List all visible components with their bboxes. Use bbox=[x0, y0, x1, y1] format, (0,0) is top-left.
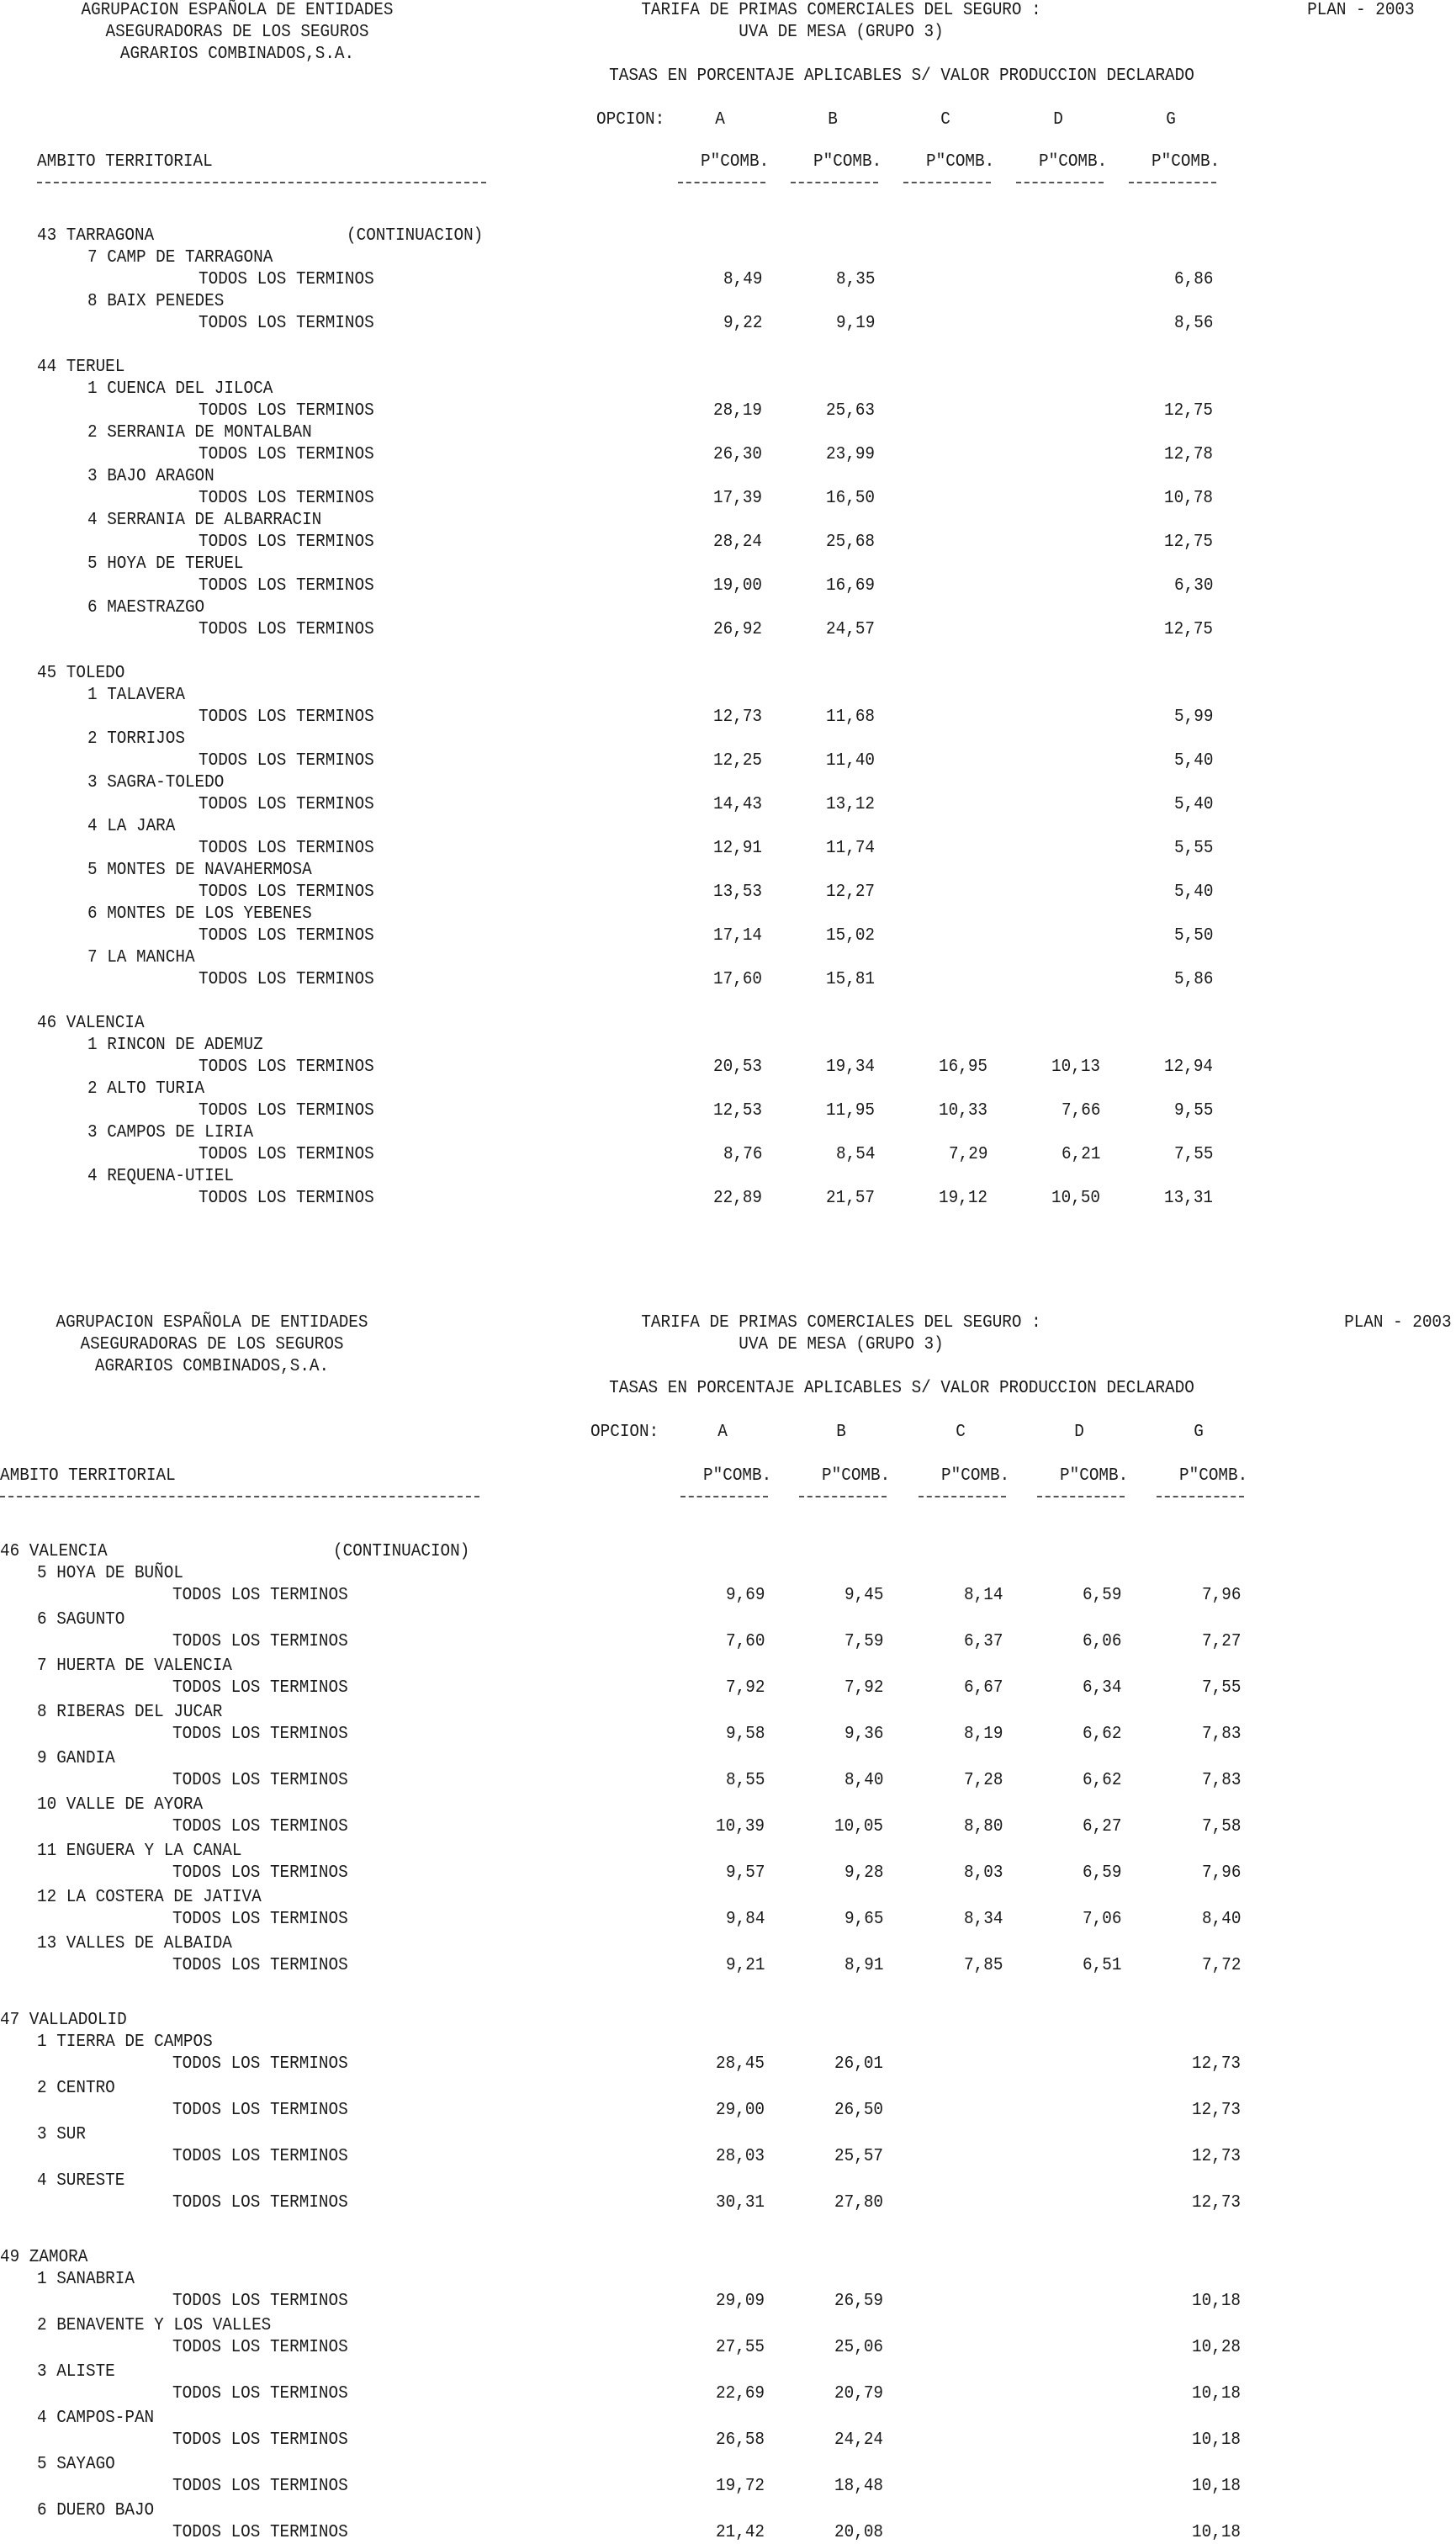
rate-value-b: 13,12 bbox=[826, 795, 875, 814]
rate-value-a: 20,53 bbox=[713, 1057, 762, 1077]
comarca-name: 4 REQUENA-UTIEL bbox=[87, 1167, 234, 1186]
term-label: TODOS LOS TERMINOS bbox=[172, 2193, 348, 2213]
term-label: TODOS LOS TERMINOS bbox=[172, 1632, 348, 1651]
term-label: TODOS LOS TERMINOS bbox=[172, 2101, 348, 2120]
option-letter: B bbox=[836, 1423, 846, 1442]
rate-value-d: 6,62 bbox=[1082, 1771, 1121, 1790]
ambito-territorial-header: AMBITO TERRITORIAL bbox=[37, 152, 213, 172]
comarca-name: 5 HOYA DE BUÑOL bbox=[37, 1564, 183, 1583]
rate-value-b: 7,59 bbox=[844, 1632, 883, 1651]
comarca-name: 7 CAMP DE TARRAGONA bbox=[87, 248, 273, 268]
rate-value-d: 6,59 bbox=[1082, 1863, 1121, 1883]
term-label: TODOS LOS TERMINOS bbox=[199, 1101, 374, 1121]
option-letter: D bbox=[1053, 110, 1063, 130]
term-label: TODOS LOS TERMINOS bbox=[199, 795, 374, 814]
column-underline bbox=[903, 182, 991, 183]
rate-value-a: 27,55 bbox=[716, 2338, 765, 2357]
rate-value-c: 8,14 bbox=[963, 1586, 1003, 1605]
rate-value-a: 12,25 bbox=[713, 751, 762, 771]
rate-value-a: 9,58 bbox=[725, 1725, 765, 1744]
rate-value-c: 6,37 bbox=[963, 1632, 1003, 1651]
rate-value-b: 16,69 bbox=[826, 576, 875, 596]
rate-value-d: 6,34 bbox=[1082, 1678, 1121, 1698]
comarca-name: 7 LA MANCHA bbox=[87, 948, 195, 967]
rate-value-b: 20,79 bbox=[834, 2384, 883, 2404]
rate-value-a: 17,60 bbox=[713, 970, 762, 989]
rate-value-a: 26,58 bbox=[716, 2430, 765, 2450]
option-letter: G bbox=[1194, 1423, 1204, 1442]
rate-value-c: 16,95 bbox=[939, 1057, 987, 1077]
rate-value-g: 7,55 bbox=[1201, 1678, 1241, 1698]
term-label: TODOS LOS TERMINOS bbox=[172, 2430, 348, 2450]
rate-value-b: 8,35 bbox=[835, 270, 875, 289]
column-underline bbox=[1016, 182, 1104, 183]
rates-note: TASAS EN PORCENTAJE APLICABLES S/ VALOR PRODUCCION DECLARADO bbox=[609, 1379, 1194, 1398]
rate-value-g: 5,40 bbox=[1173, 882, 1213, 902]
rate-value-b: 11,95 bbox=[826, 1101, 875, 1121]
term-label: TODOS LOS TERMINOS bbox=[172, 1771, 348, 1790]
rate-value-a: 26,30 bbox=[713, 445, 762, 464]
ambito-underline bbox=[37, 182, 486, 183]
option-letter: B bbox=[828, 110, 838, 130]
option-letter: A bbox=[715, 110, 725, 130]
rate-value-b: 25,06 bbox=[834, 2338, 883, 2357]
rate-value-a: 29,00 bbox=[716, 2101, 765, 2120]
comarca-name: 3 SUR bbox=[37, 2125, 86, 2144]
rate-value-b: 16,50 bbox=[826, 489, 875, 508]
rate-value-g: 7,58 bbox=[1201, 1817, 1241, 1836]
term-label: TODOS LOS TERMINOS bbox=[172, 1863, 348, 1883]
org-name-line: AGRARIOS COMBINADOS,S.A. bbox=[119, 45, 355, 64]
rate-value-g: 12,73 bbox=[1192, 2193, 1241, 2213]
term-label: TODOS LOS TERMINOS bbox=[199, 1145, 374, 1164]
rate-value-g: 12,75 bbox=[1164, 533, 1213, 552]
comarca-name: 2 ALTO TURIA bbox=[87, 1079, 205, 1099]
rate-value-g: 10,78 bbox=[1164, 489, 1213, 508]
rate-value-b: 26,50 bbox=[834, 2101, 883, 2120]
rate-value-b: 21,57 bbox=[826, 1189, 875, 1208]
rate-value-c: 7,29 bbox=[948, 1145, 987, 1164]
term-label: TODOS LOS TERMINOS bbox=[199, 882, 374, 902]
rate-value-b: 8,40 bbox=[844, 1771, 883, 1790]
province-name: 49 ZAMORA bbox=[0, 2248, 88, 2267]
rate-value-g: 5,40 bbox=[1173, 751, 1213, 771]
rate-value-g: 10,28 bbox=[1192, 2338, 1241, 2357]
term-label: TODOS LOS TERMINOS bbox=[172, 1910, 348, 1929]
rate-value-g: 7,72 bbox=[1201, 1956, 1241, 1975]
tariff-subtitle: UVA DE MESA (GRUPO 3) bbox=[739, 23, 944, 42]
term-label: TODOS LOS TERMINOS bbox=[199, 708, 374, 727]
province-name: 46 VALENCIA bbox=[37, 1014, 145, 1033]
comarca-name: 2 TORRIJOS bbox=[87, 729, 185, 749]
rate-value-b: 9,65 bbox=[844, 1910, 883, 1929]
rate-value-g: 7,96 bbox=[1201, 1863, 1241, 1883]
rate-value-g: 8,56 bbox=[1173, 314, 1213, 333]
rate-value-a: 8,76 bbox=[723, 1145, 762, 1164]
rate-value-b: 7,92 bbox=[844, 1678, 883, 1698]
rate-value-a: 12,73 bbox=[713, 708, 762, 727]
rate-value-d: 6,59 bbox=[1082, 1586, 1121, 1605]
comarca-name: 6 MAESTRAZGO bbox=[87, 598, 205, 617]
term-label: TODOS LOS TERMINOS bbox=[172, 1956, 348, 1975]
rate-value-d: 7,06 bbox=[1082, 1910, 1121, 1929]
rate-value-b: 18,48 bbox=[834, 2477, 883, 2496]
rate-value-d: 6,51 bbox=[1082, 1956, 1121, 1975]
rate-value-a: 10,39 bbox=[716, 1817, 765, 1836]
rate-value-g: 5,40 bbox=[1173, 795, 1213, 814]
term-label: TODOS LOS TERMINOS bbox=[172, 2523, 348, 2542]
rate-value-b: 20,08 bbox=[834, 2523, 883, 2542]
rate-value-b: 19,34 bbox=[826, 1057, 875, 1077]
rate-value-a: 12,53 bbox=[713, 1101, 762, 1121]
pcomb-column-header: P"COMB. bbox=[925, 152, 994, 172]
option-label: OPCION: bbox=[596, 110, 664, 130]
rate-value-g: 10,18 bbox=[1192, 2477, 1241, 2496]
term-label: TODOS LOS TERMINOS bbox=[172, 2384, 348, 2404]
province-name: 47 VALLADOLID bbox=[0, 2011, 127, 2030]
pcomb-column-header: P"COMB. bbox=[813, 152, 882, 172]
province-name: 43 TARRAGONA bbox=[37, 226, 155, 246]
pcomb-column-header: P"COMB. bbox=[1151, 152, 1220, 172]
rate-value-g: 12,75 bbox=[1164, 401, 1213, 421]
rate-value-b: 11,68 bbox=[826, 708, 875, 727]
rate-value-g: 8,40 bbox=[1201, 1910, 1241, 1929]
rate-value-b: 26,01 bbox=[834, 2054, 883, 2074]
term-label: TODOS LOS TERMINOS bbox=[199, 314, 374, 333]
rate-value-a: 21,42 bbox=[716, 2523, 765, 2542]
pcomb-column-header: P"COMB. bbox=[821, 1466, 890, 1486]
rate-value-a: 19,00 bbox=[713, 576, 762, 596]
comarca-name: 7 HUERTA DE VALENCIA bbox=[37, 1656, 232, 1676]
rate-value-b: 8,91 bbox=[844, 1956, 883, 1975]
comarca-name: 1 TALAVERA bbox=[87, 686, 185, 705]
rate-value-g: 12,73 bbox=[1192, 2147, 1241, 2166]
rate-value-a: 9,21 bbox=[725, 1956, 765, 1975]
comarca-name: 11 ENGUERA Y LA CANAL bbox=[37, 1842, 242, 1861]
term-label: TODOS LOS TERMINOS bbox=[172, 2147, 348, 2166]
tariff-title: TARIFA DE PRIMAS COMERCIALES DEL SEGURO : bbox=[641, 1313, 1041, 1333]
rate-value-b: 8,54 bbox=[835, 1145, 875, 1164]
rate-value-b: 9,28 bbox=[844, 1863, 883, 1883]
rate-value-c: 8,03 bbox=[963, 1863, 1003, 1883]
comarca-name: 4 CAMPOS-PAN bbox=[37, 2409, 155, 2428]
rate-value-d: 7,66 bbox=[1061, 1101, 1100, 1121]
term-label: TODOS LOS TERMINOS bbox=[199, 576, 374, 596]
rate-value-g: 7,83 bbox=[1201, 1725, 1241, 1744]
rate-value-b: 24,57 bbox=[826, 620, 875, 639]
comarca-name: 6 MONTES DE LOS YEBENES bbox=[87, 904, 312, 924]
rate-value-a: 9,57 bbox=[725, 1863, 765, 1883]
tariff-title: TARIFA DE PRIMAS COMERCIALES DEL SEGURO : bbox=[641, 1, 1041, 20]
term-label: TODOS LOS TERMINOS bbox=[172, 1586, 348, 1605]
rate-value-a: 7,60 bbox=[725, 1632, 765, 1651]
rate-value-b: 25,68 bbox=[826, 533, 875, 552]
column-underline bbox=[1037, 1496, 1125, 1497]
comarca-name: 5 HOYA DE TERUEL bbox=[87, 554, 244, 574]
term-label: TODOS LOS TERMINOS bbox=[172, 2338, 348, 2357]
rate-value-a: 17,39 bbox=[713, 489, 762, 508]
column-underline bbox=[678, 182, 765, 183]
term-label: TODOS LOS TERMINOS bbox=[199, 1057, 374, 1077]
rate-value-d: 10,13 bbox=[1051, 1057, 1100, 1077]
term-label: TODOS LOS TERMINOS bbox=[199, 270, 374, 289]
comarca-name: 6 SAGUNTO bbox=[37, 1610, 125, 1630]
term-label: TODOS LOS TERMINOS bbox=[199, 751, 374, 771]
rate-value-b: 26,59 bbox=[834, 2292, 883, 2311]
rate-value-g: 5,86 bbox=[1173, 970, 1213, 989]
option-letter: A bbox=[717, 1423, 728, 1442]
term-label: TODOS LOS TERMINOS bbox=[172, 1817, 348, 1836]
term-label: TODOS LOS TERMINOS bbox=[199, 926, 374, 946]
term-label: TODOS LOS TERMINOS bbox=[199, 533, 374, 552]
org-name-line: ASEGURADORAS DE LOS SEGUROS bbox=[80, 1335, 344, 1354]
org-name-line: AGRUPACION ESPAÑOLA DE ENTIDADES bbox=[56, 1313, 368, 1333]
rate-value-b: 9,45 bbox=[844, 1586, 883, 1605]
option-label: OPCION: bbox=[590, 1423, 659, 1442]
column-underline bbox=[799, 1496, 887, 1497]
org-name-line: AGRARIOS COMBINADOS,S.A. bbox=[94, 1357, 330, 1376]
comarca-name: 5 SAYAGO bbox=[37, 2455, 115, 2474]
comarca-name: 2 BENAVENTE Y LOS VALLES bbox=[37, 2316, 272, 2335]
ambito-underline bbox=[0, 1496, 479, 1497]
rate-value-a: 28,45 bbox=[716, 2054, 765, 2074]
rate-value-g: 7,27 bbox=[1201, 1632, 1241, 1651]
term-label: TODOS LOS TERMINOS bbox=[172, 2477, 348, 2496]
rate-value-c: 7,28 bbox=[963, 1771, 1003, 1790]
rate-value-b: 27,80 bbox=[834, 2193, 883, 2213]
rate-value-c: 10,33 bbox=[939, 1101, 987, 1121]
rate-value-a: 9,84 bbox=[725, 1910, 765, 1929]
rate-value-c: 8,19 bbox=[963, 1725, 1003, 1744]
option-letter: C bbox=[956, 1423, 966, 1442]
rate-value-d: 6,62 bbox=[1082, 1725, 1121, 1744]
rate-value-c: 8,80 bbox=[963, 1817, 1003, 1836]
column-underline bbox=[791, 182, 878, 183]
comarca-name: 2 SERRANIA DE MONTALBAN bbox=[87, 423, 312, 443]
rate-value-g: 5,55 bbox=[1173, 839, 1213, 858]
rate-value-a: 19,72 bbox=[716, 2477, 765, 2496]
pcomb-column-header: P"COMB. bbox=[1038, 152, 1107, 172]
comarca-name: 4 SERRANIA DE ALBARRACIN bbox=[87, 511, 322, 530]
rate-value-g: 10,18 bbox=[1192, 2430, 1241, 2450]
option-letter: D bbox=[1074, 1423, 1084, 1442]
rate-value-g: 9,55 bbox=[1173, 1101, 1213, 1121]
pcomb-column-header: P"COMB. bbox=[702, 1466, 771, 1486]
comarca-name: 4 SURESTE bbox=[37, 2171, 125, 2191]
comarca-name: 2 CENTRO bbox=[37, 2079, 115, 2098]
rate-value-a: 7,92 bbox=[725, 1678, 765, 1698]
rate-value-a: 8,55 bbox=[725, 1771, 765, 1790]
comarca-name: 1 CUENCA DEL JILOCA bbox=[87, 379, 273, 399]
rate-value-d: 10,50 bbox=[1051, 1189, 1100, 1208]
pcomb-column-header: P"COMB. bbox=[700, 152, 769, 172]
rate-value-d: 6,27 bbox=[1082, 1817, 1121, 1836]
term-label: TODOS LOS TERMINOS bbox=[172, 1725, 348, 1744]
rate-value-b: 9,19 bbox=[835, 314, 875, 333]
pcomb-column-header: P"COMB. bbox=[940, 1466, 1009, 1486]
rate-value-d: 6,21 bbox=[1061, 1145, 1100, 1164]
option-letter: G bbox=[1166, 110, 1176, 130]
rate-value-b: 23,99 bbox=[826, 445, 875, 464]
rate-value-a: 28,03 bbox=[716, 2147, 765, 2166]
org-name-line: ASEGURADORAS DE LOS SEGUROS bbox=[105, 23, 369, 42]
comarca-name: 6 DUERO BAJO bbox=[37, 2501, 155, 2520]
rate-value-a: 22,69 bbox=[716, 2384, 765, 2404]
province-name: 44 TERUEL bbox=[37, 358, 125, 377]
rate-value-b: 9,36 bbox=[844, 1725, 883, 1744]
term-label: TODOS LOS TERMINOS bbox=[199, 401, 374, 421]
term-label: TODOS LOS TERMINOS bbox=[199, 489, 374, 508]
comarca-name: 1 TIERRA DE CAMPOS bbox=[37, 2033, 213, 2052]
rate-value-d: 6,06 bbox=[1082, 1632, 1121, 1651]
comarca-name: 3 BAJO ARAGON bbox=[87, 467, 214, 486]
comarca-name: 8 BAIX PENEDES bbox=[87, 292, 225, 311]
comarca-name: 9 GANDIA bbox=[37, 1749, 115, 1768]
rate-value-c: 19,12 bbox=[939, 1189, 987, 1208]
comarca-name: 8 RIBERAS DEL JUCAR bbox=[37, 1703, 223, 1722]
rate-value-a: 9,69 bbox=[725, 1586, 765, 1605]
rate-value-g: 10,18 bbox=[1192, 2523, 1241, 2542]
plan-year: PLAN - 2003 bbox=[1344, 1313, 1452, 1333]
rate-value-c: 7,85 bbox=[963, 1956, 1003, 1975]
rate-value-g: 6,86 bbox=[1173, 270, 1213, 289]
comarca-name: 12 LA COSTERA DE JATIVA bbox=[37, 1888, 262, 1907]
rate-value-b: 11,40 bbox=[826, 751, 875, 771]
rate-value-a: 26,92 bbox=[713, 620, 762, 639]
rate-value-a: 13,53 bbox=[713, 882, 762, 902]
comarca-name: 1 SANABRIA bbox=[37, 2270, 135, 2289]
rate-value-a: 12,91 bbox=[713, 839, 762, 858]
province-name: 45 TOLEDO bbox=[37, 664, 125, 683]
rate-value-b: 24,24 bbox=[834, 2430, 883, 2450]
rate-value-a: 17,14 bbox=[713, 926, 762, 946]
column-underline bbox=[1129, 182, 1216, 183]
rate-value-g: 12,73 bbox=[1192, 2054, 1241, 2074]
rate-value-a: 28,24 bbox=[713, 533, 762, 552]
rate-value-g: 10,18 bbox=[1192, 2292, 1241, 2311]
rate-value-g: 5,50 bbox=[1173, 926, 1213, 946]
rate-value-c: 6,67 bbox=[963, 1678, 1003, 1698]
term-label: TODOS LOS TERMINOS bbox=[172, 1678, 348, 1698]
comarca-name: 10 VALLE DE AYORA bbox=[37, 1795, 204, 1815]
comarca-name: 5 MONTES DE NAVAHERMOSA bbox=[87, 861, 312, 880]
comarca-name: 4 LA JARA bbox=[87, 817, 176, 836]
rate-value-g: 12,75 bbox=[1164, 620, 1213, 639]
rate-value-g: 12,73 bbox=[1192, 2101, 1241, 2120]
rate-value-b: 25,57 bbox=[834, 2147, 883, 2166]
rate-value-a: 14,43 bbox=[713, 795, 762, 814]
tariff-subtitle: UVA DE MESA (GRUPO 3) bbox=[739, 1335, 944, 1354]
rate-value-a: 8,49 bbox=[723, 270, 762, 289]
rate-value-a: 30,31 bbox=[716, 2193, 765, 2213]
term-label: TODOS LOS TERMINOS bbox=[199, 1189, 374, 1208]
term-label: TODOS LOS TERMINOS bbox=[199, 970, 374, 989]
rate-value-g: 7,96 bbox=[1201, 1586, 1241, 1605]
comarca-name: 1 RINCON DE ADEMUZ bbox=[87, 1036, 263, 1055]
rate-value-g: 7,55 bbox=[1173, 1145, 1213, 1164]
pcomb-column-header: P"COMB. bbox=[1178, 1466, 1247, 1486]
rate-value-c: 8,34 bbox=[963, 1910, 1003, 1929]
term-label: TODOS LOS TERMINOS bbox=[172, 2292, 348, 2311]
org-name-line: AGRUPACION ESPAÑOLA DE ENTIDADES bbox=[81, 1, 394, 20]
rate-value-a: 22,89 bbox=[713, 1189, 762, 1208]
column-underline bbox=[919, 1496, 1006, 1497]
rate-value-b: 15,02 bbox=[826, 926, 875, 946]
rates-note: TASAS EN PORCENTAJE APLICABLES S/ VALOR PRODUCCION DECLARADO bbox=[609, 66, 1194, 86]
rate-value-b: 10,05 bbox=[834, 1817, 883, 1836]
rate-value-a: 28,19 bbox=[713, 401, 762, 421]
option-letter: C bbox=[940, 110, 950, 130]
rate-value-b: 12,27 bbox=[826, 882, 875, 902]
ambito-territorial-header: AMBITO TERRITORIAL bbox=[0, 1466, 176, 1486]
comarca-name: 13 VALLES DE ALBAIDA bbox=[37, 1934, 232, 1953]
rate-value-b: 11,74 bbox=[826, 839, 875, 858]
term-label: TODOS LOS TERMINOS bbox=[199, 445, 374, 464]
column-underline bbox=[1157, 1496, 1244, 1497]
comarca-name: 3 ALISTE bbox=[37, 2362, 115, 2382]
rate-value-g: 10,18 bbox=[1192, 2384, 1241, 2404]
province-name: 46 VALENCIA bbox=[0, 1542, 108, 1561]
term-label: TODOS LOS TERMINOS bbox=[172, 2054, 348, 2074]
rate-value-b: 15,81 bbox=[826, 970, 875, 989]
column-underline bbox=[680, 1496, 768, 1497]
rate-value-b: 25,63 bbox=[826, 401, 875, 421]
rate-value-g: 12,94 bbox=[1164, 1057, 1213, 1077]
rate-value-a: 9,22 bbox=[723, 314, 762, 333]
plan-year: PLAN - 2003 bbox=[1307, 1, 1415, 20]
rate-value-g: 13,31 bbox=[1164, 1189, 1213, 1208]
comarca-name: 3 SAGRA-TOLEDO bbox=[87, 773, 225, 792]
term-label: TODOS LOS TERMINOS bbox=[199, 839, 374, 858]
rate-value-a: 29,09 bbox=[716, 2292, 765, 2311]
term-label: TODOS LOS TERMINOS bbox=[199, 620, 374, 639]
rate-value-g: 5,99 bbox=[1173, 708, 1213, 727]
continuation-note: (CONTINUACION) bbox=[347, 226, 484, 246]
comarca-name: 3 CAMPOS DE LIRIA bbox=[87, 1123, 254, 1142]
rate-value-g: 12,78 bbox=[1164, 445, 1213, 464]
rate-value-g: 7,83 bbox=[1201, 1771, 1241, 1790]
continuation-note: (CONTINUACION) bbox=[333, 1542, 470, 1561]
pcomb-column-header: P"COMB. bbox=[1059, 1466, 1128, 1486]
rate-value-g: 6,30 bbox=[1173, 576, 1213, 596]
